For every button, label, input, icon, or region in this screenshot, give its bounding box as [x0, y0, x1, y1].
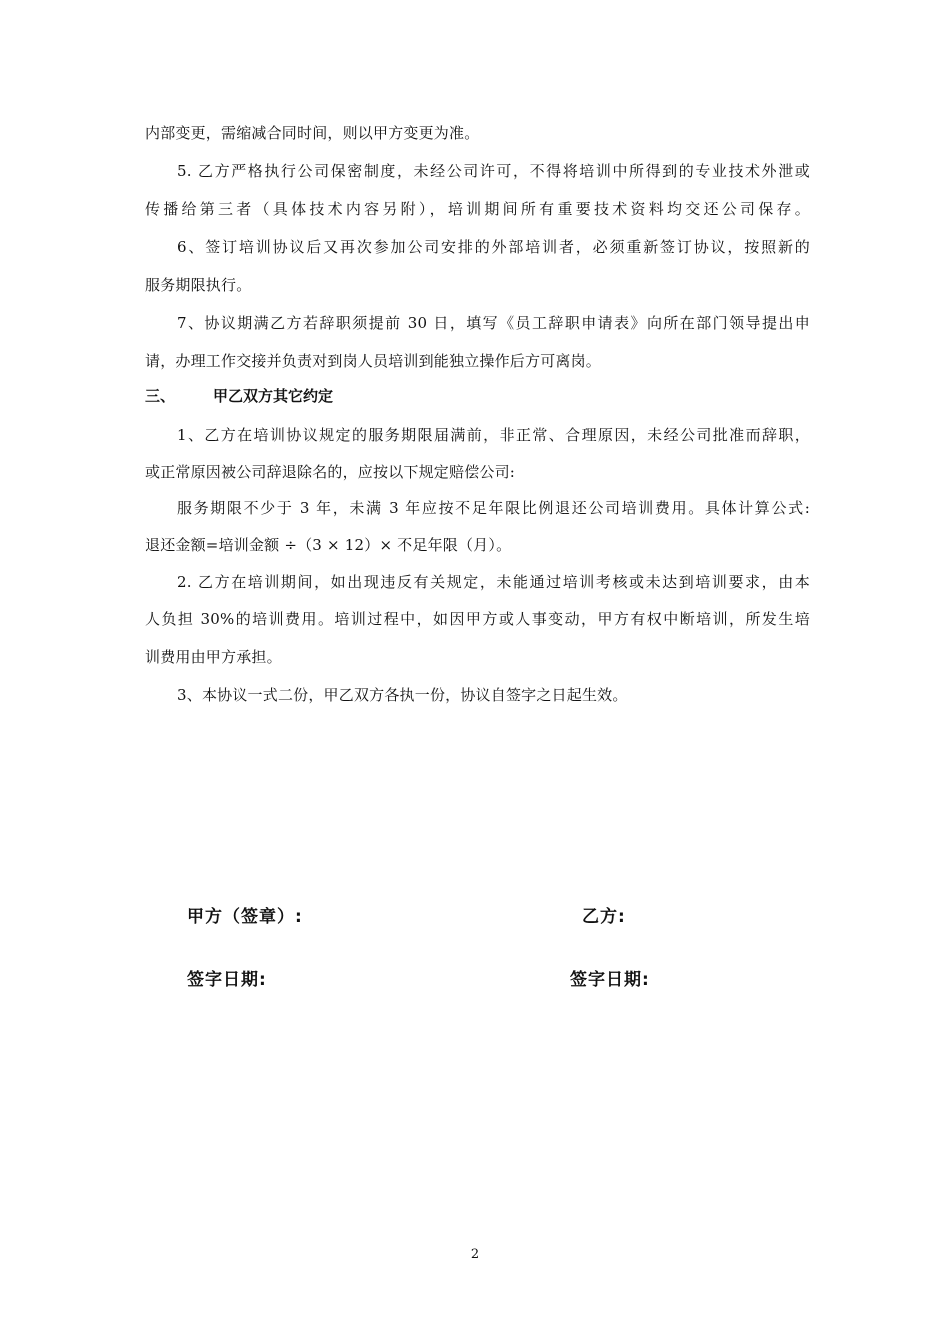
paragraph-line: 人负担 30%的培训费用。培训过程中，如因甲方或人事变动，甲方有权中断培训，所发生培: [145, 610, 810, 628]
page-number: 2: [470, 1247, 480, 1262]
paragraph-line: 退还金额=培训金额 ÷（3 × 12）× 不足年限（月）。: [145, 536, 512, 554]
paragraph-line: 5. 乙方严格执行公司保密制度，未经公司许可，不得将培训中所得到的专业技术外泄或: [177, 162, 810, 180]
section-heading: [145, 386, 333, 406]
party-a-date-label: 签字日期:: [187, 970, 267, 990]
section-title: 甲乙双方其它约定: [213, 387, 334, 405]
paragraph-line: 或正常原因被公司辞退除名的，应按以下规定赔偿公司:: [145, 463, 516, 481]
party-b-signature-label: 乙方:: [582, 907, 626, 927]
paragraph-line: 服务期限不少于 3 年，未满 3 年应按不足年限比例退还公司培训费用。具体计算公式:: [177, 499, 810, 517]
paragraph-line: 训费用由甲方承担。: [145, 648, 282, 666]
paragraph-line: 6、签订培训协议后又再次参加公司安排的外部培训者，必须重新签订协议，按照新的: [177, 238, 810, 256]
paragraph-line: 1、乙方在培训协议规定的服务期限届满前，非正常、合理原因，未经公司批准而辞职，: [177, 426, 810, 444]
paragraph-line: 内部变更，需缩减合同时间，则以甲方变更为准。: [145, 124, 480, 142]
paragraph-line: 7、协议期满乙方若辞职须提前 30 日，填写《员工辞职申请表》向所在部门领导提出申: [177, 314, 810, 332]
section-number: 三、: [145, 387, 176, 405]
party-a-signature-label: 甲方（签章）:: [187, 907, 303, 927]
party-b-date-label: 签字日期:: [570, 970, 650, 990]
paragraph-line: 请，办理工作交接并负责对到岗人员培训到能独立操作后方可离岗。: [145, 352, 602, 370]
paragraph-line: 传播给第三者（具体技术内容另附），培训期间所有重要技术资料均交还公司保存。: [145, 200, 810, 218]
paragraph-line: 3、本协议一式二份，甲乙双方各执一份，协议自签字之日起生效。: [177, 686, 628, 704]
paragraph-line: 2. 乙方在培训期间，如出现违反有关规定，未能通过培训考核或未达到培训要求，由本: [177, 573, 810, 591]
paragraph-line: 服务期限执行。: [145, 276, 252, 294]
